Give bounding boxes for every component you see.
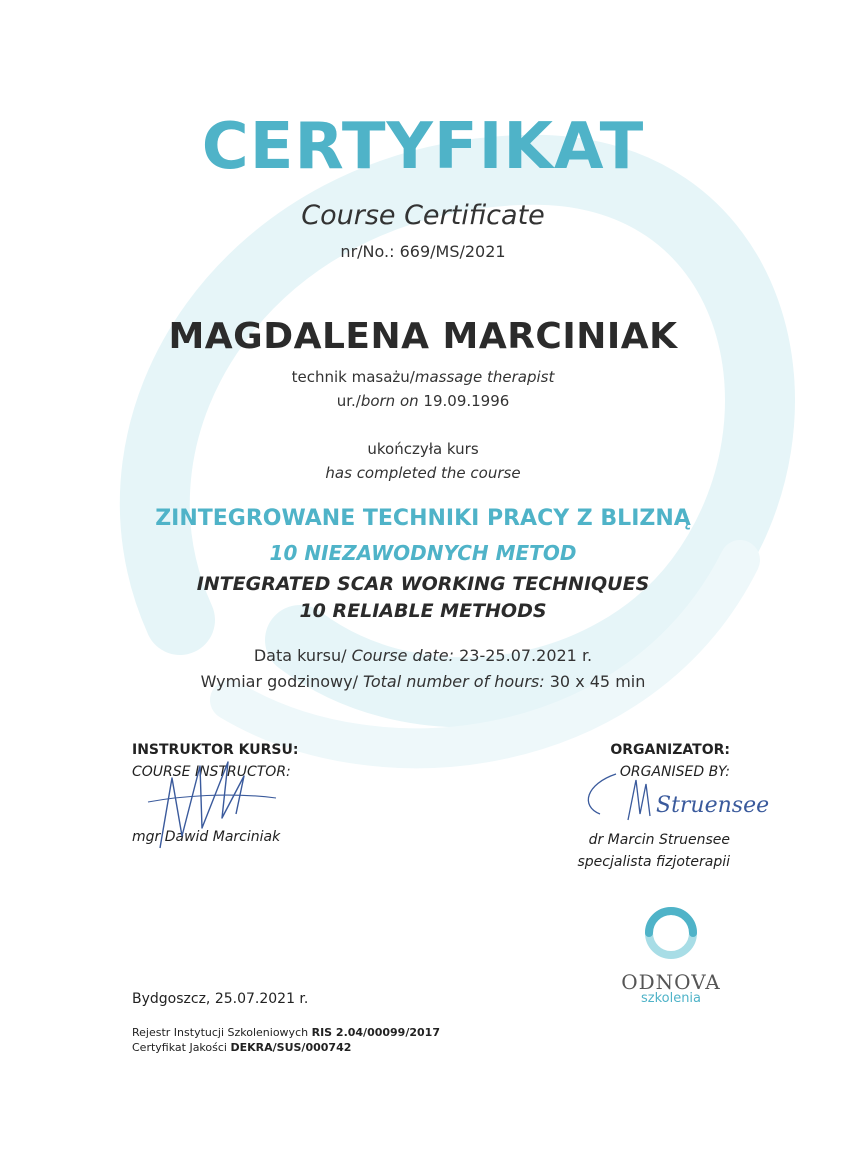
course-hours <box>0 672 846 691</box>
certificate-title: CERTYFIKAT <box>201 110 645 184</box>
number-label: nr/No.: <box>340 242 395 261</box>
organizer-name: dr Marcin Struensee <box>588 832 730 848</box>
course-date <box>0 646 846 665</box>
hours-label-pl: Wymiar godzinowy/ <box>200 672 358 691</box>
organizer-label-en: ORGANISED BY: <box>619 764 730 780</box>
instructor-name: mgr Dawid Marciniak <box>132 829 281 845</box>
organizer-signature-text: Struensee <box>656 793 770 818</box>
organizer-label-pl: ORGANIZATOR: <box>610 742 730 758</box>
completion-text-pl: ukończyła kurs <box>367 440 479 458</box>
quality-line <box>132 1040 440 1055</box>
born-date: 19.09.1996 <box>423 392 510 410</box>
instructor-label-pl: INSTRUKTOR KURSU: <box>132 742 299 758</box>
quality-label: Certyfikat Jakości <box>132 1041 227 1054</box>
date-value: 23-25.07.2021 r. <box>459 646 593 665</box>
place-and-date: Bydgoszcz, 25.07.2021 r. <box>132 991 309 1007</box>
odnova-logo <box>606 902 736 1006</box>
registry-info <box>132 1025 440 1055</box>
hours-value: 30 x 45 min <box>549 672 646 691</box>
instructor-signature <box>140 758 280 858</box>
recipient-name: MAGDALENA MARCINIAK <box>168 316 678 357</box>
quality-value: DEKRA/SUS/000742 <box>230 1041 352 1054</box>
instructor-label-en: COURSE INSTRUCTOR: <box>132 764 291 780</box>
course-subtitle-pl: 10 NIEZAWODNYCH METOD <box>269 541 577 565</box>
course-title-en: INTEGRATED SCAR WORKING TECHNIQUES <box>196 573 650 595</box>
course-title-pl: ZINTEGROWANE TECHNIKI PRACY Z BLIZNĄ <box>155 506 691 531</box>
logo-subtitle: szkolenia <box>640 991 702 1006</box>
profession-pl: technik masażu/ <box>291 368 415 386</box>
registry-value: RIS 2.04/00099/2017 <box>311 1026 440 1039</box>
course-subtitle-en: 10 RELIABLE METHODS <box>299 600 547 622</box>
organizer-title: specjalista fizjoterapii <box>577 854 730 870</box>
date-label-pl: Data kursu/ <box>253 646 347 665</box>
born-label-pl: ur./ <box>336 392 361 410</box>
logo-name: ODNOVA <box>621 970 721 994</box>
born-label-en: born on <box>360 392 419 410</box>
odnova-swirl-icon <box>640 902 702 964</box>
certificate-subtitle: Course Certificate <box>301 200 545 231</box>
organizer-signature <box>580 770 770 840</box>
number-value: 669/MS/2021 <box>399 242 506 261</box>
hours-label-en: Total number of hours: <box>363 672 545 691</box>
profession-en: massage therapist <box>414 368 555 386</box>
registry-label: Rejestr Instytucji Szkoleniowych <box>132 1026 309 1039</box>
registry-line <box>132 1025 440 1040</box>
date-label-en: Course date: <box>351 646 455 665</box>
recipient-profession <box>0 368 846 386</box>
completion-text-en: has completed the course <box>325 464 521 482</box>
certificate-number <box>0 242 846 261</box>
recipient-birthdate <box>0 392 846 410</box>
